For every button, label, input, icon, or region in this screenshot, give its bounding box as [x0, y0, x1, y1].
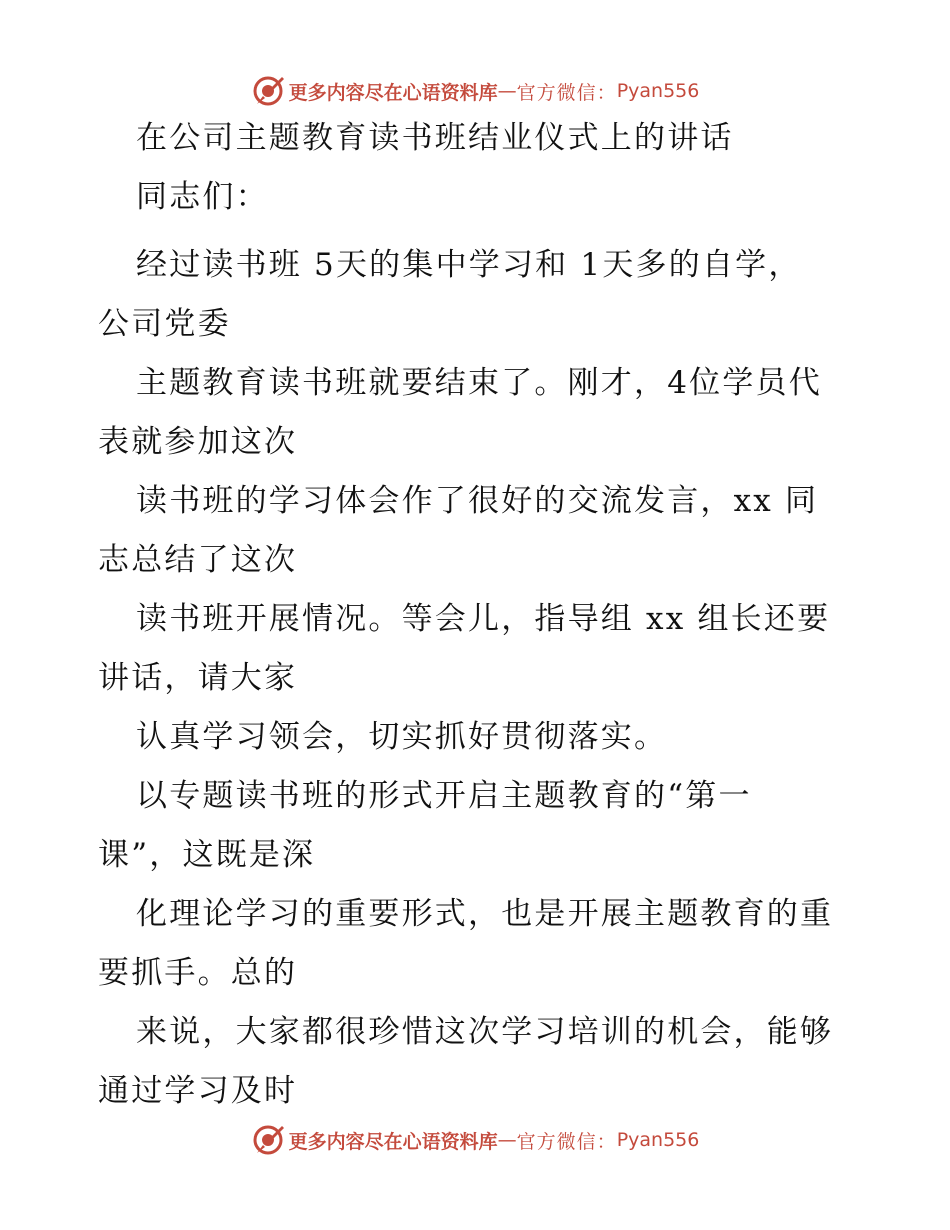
body-line: 表就参加这次	[98, 424, 298, 460]
body-line: 讲话，请大家	[98, 660, 298, 696]
body-line: 以专题读书班的形式开启主题教育的“第一	[136, 778, 752, 814]
banner-wechat-label: 官方微信：	[516, 81, 617, 104]
quill-pen-logo-icon	[251, 74, 285, 108]
body-line: 化理论学习的重要形式，也是开展主题教育的重	[136, 896, 834, 932]
body-line: 读书班的学习体会作了很好的交流发言，xx 同	[136, 483, 819, 519]
document-title: 在公司主题教育读书班结业仪式上的讲话	[136, 120, 734, 156]
body-line: 通过学习及时	[98, 1073, 298, 1109]
banner-wechat-id: Pyan556	[616, 80, 700, 102]
body-line: 来说，大家都很珍惜这次学习培训的机会，能够	[136, 1014, 834, 1050]
body-line: 认真学习领会，切实抓好贯彻落实。	[136, 719, 668, 755]
banner-wechat-label: 官方微信：	[516, 1130, 617, 1153]
body-line: 经过读书班 5天的集中学习和 1天多的自学，	[136, 247, 802, 283]
body-line: 课”，这既是深	[98, 837, 316, 873]
quill-pen-logo-icon	[251, 1123, 285, 1157]
banner-wechat-id: Pyan556	[616, 1129, 700, 1151]
banner-dash: —	[497, 80, 517, 102]
body-line: 志总结了这次	[98, 542, 298, 578]
body-line: 公司党委	[98, 306, 231, 342]
body-line: 主题教育读书班就要结束了。刚才，4位学员代	[136, 365, 822, 401]
header-banner	[0, 71, 950, 111]
footer-banner	[0, 1120, 950, 1160]
body-line: 读书班开展情况。等会儿，指导组 xx 组长还要	[136, 601, 831, 637]
banner-dash: —	[497, 1129, 517, 1151]
body-line: 要抓手。总的	[98, 955, 298, 991]
salutation: 同志们：	[136, 179, 269, 215]
banner-title: 更多内容尽在心语资料库	[288, 1130, 498, 1153]
banner-title: 更多内容尽在心语资料库	[288, 81, 498, 104]
